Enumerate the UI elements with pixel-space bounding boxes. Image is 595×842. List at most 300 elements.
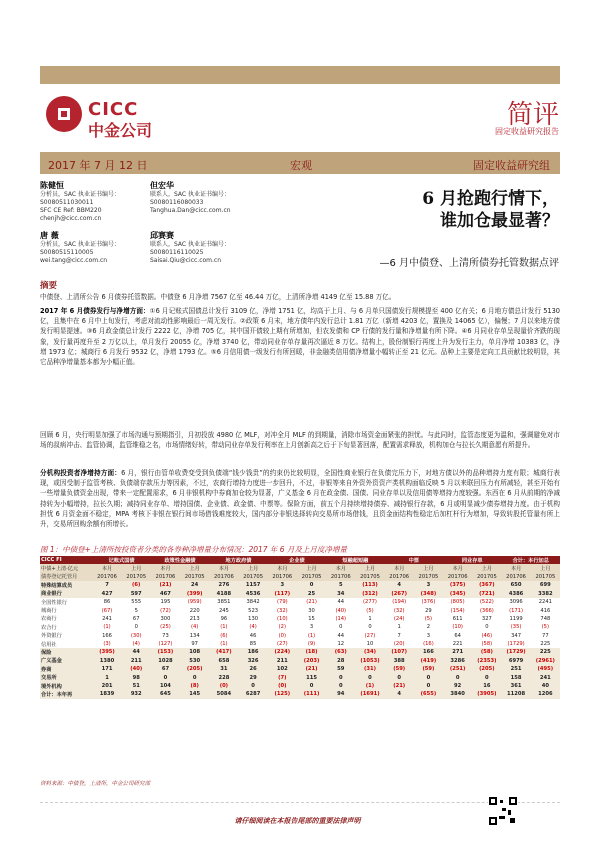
- table-cell: (345): [443, 590, 472, 598]
- table-cell: 3: [426, 632, 431, 639]
- table-cell: (1): [307, 632, 316, 639]
- table-cell: 102: [268, 665, 297, 673]
- table-cell: 530: [180, 657, 209, 665]
- table-cell: (14): [335, 615, 347, 622]
- table-cell: 0: [339, 624, 343, 631]
- table-cell: 1157: [239, 581, 268, 589]
- table-cell: 3286: [443, 657, 472, 665]
- table-cell: (0): [209, 682, 238, 690]
- table-cell: 1380: [92, 657, 121, 665]
- table-cell: 92: [443, 682, 472, 690]
- logo-text-en: CICC: [88, 99, 139, 120]
- table-cell: 97: [191, 641, 198, 648]
- table-cell: 3: [414, 581, 443, 589]
- table-subheader-cell: 201706: [268, 573, 297, 581]
- headline-subtitle: —6 月中债登、上清所债券托管数据点评: [379, 258, 559, 269]
- table-cell: 467: [151, 590, 180, 598]
- analyst-role: 分析员，SAC 执业证书编号：: [40, 241, 121, 248]
- table-cell: 932: [122, 690, 151, 698]
- table-cell: 40: [531, 682, 560, 690]
- table-cell: (16): [423, 641, 434, 648]
- table-subheader-cell: 上月: [414, 564, 443, 572]
- analyst-id: S0080116110025: [150, 249, 204, 256]
- table-subheader-cell: 201705: [239, 573, 268, 581]
- table-cell: 67: [132, 615, 140, 622]
- table-cell: (21): [306, 599, 317, 606]
- table-cell: (375): [443, 581, 472, 589]
- table-cell: 611: [452, 615, 463, 622]
- table-cell: 597: [122, 590, 151, 598]
- table-cell: 15: [308, 615, 315, 622]
- table-cell: 251: [501, 665, 530, 673]
- table-cell: (399): [180, 590, 209, 598]
- table-header-cell: 政策性金融债: [151, 556, 209, 564]
- table-cell: 34: [326, 590, 355, 598]
- table-cell: 104: [151, 682, 180, 690]
- table-cell: (31): [355, 665, 384, 673]
- table-subheader-cell: 201706: [385, 573, 414, 581]
- table-header-cell: CICC FI: [40, 556, 92, 564]
- table-cell: (655): [414, 690, 443, 698]
- table-subheader-cell: 中债+上清·亿元: [40, 564, 92, 572]
- table-cell: 0: [414, 673, 443, 681]
- table-cell: 0: [326, 673, 355, 681]
- table-header-cell: 中票: [385, 556, 443, 564]
- table-cell: (46): [481, 632, 493, 639]
- table-row: [40, 682, 560, 690]
- table-cell: 158: [501, 673, 530, 681]
- table-cell: (1729): [501, 648, 530, 656]
- table-cell: (58): [472, 648, 501, 656]
- table-cell: 31: [209, 665, 238, 673]
- table-cell: (1): [220, 624, 228, 631]
- table-cell: (419): [414, 657, 443, 665]
- table-cell: (21): [151, 581, 180, 589]
- table-row-label: 信用社: [41, 641, 57, 648]
- table-cell: 0: [385, 673, 414, 681]
- table-cell: (348): [414, 590, 443, 598]
- table-cell: (5): [541, 624, 550, 631]
- table-cell: (127): [158, 641, 173, 648]
- table-header-row: [40, 556, 560, 564]
- table-cell: (10): [277, 615, 288, 622]
- table-cell: 166: [414, 648, 443, 656]
- analyst-id: S0080116080033: [150, 199, 204, 206]
- table-subheader-cell: 上月: [472, 564, 501, 572]
- table-cell: (27): [277, 641, 288, 648]
- table-subheader-cell: 201706: [443, 573, 472, 581]
- table-cell: (395): [92, 648, 121, 656]
- table-subheader-cell: 201706: [501, 573, 530, 581]
- table-cell: (4): [249, 624, 257, 631]
- table-cell: 241: [531, 673, 560, 681]
- table-cell: (1053): [355, 657, 384, 665]
- table-cell: (40): [335, 607, 347, 614]
- table-cell: (367): [472, 581, 501, 589]
- table-subheader-cell: 本月: [151, 564, 180, 572]
- table-cell: (25): [160, 624, 171, 631]
- table-cell: (18): [297, 648, 326, 656]
- table-cell: 10: [366, 641, 374, 648]
- table-subheader-cell: 本月: [268, 564, 297, 572]
- table-cell: 326: [239, 657, 268, 665]
- table-cell: 213: [189, 615, 200, 622]
- table-cell: 0: [239, 682, 268, 690]
- table-cell: (251): [443, 665, 472, 673]
- table-subheader-cell: 本月: [501, 564, 530, 572]
- table-row-label: 全国性银行: [41, 599, 67, 606]
- table-cell: 416: [540, 607, 551, 614]
- table-cell: (34): [355, 648, 384, 656]
- table-cell: (24): [393, 615, 405, 622]
- table-cell: (522): [479, 599, 494, 606]
- table-cell: 645: [151, 690, 180, 698]
- table-cell: (32): [393, 607, 405, 614]
- table-cell: 30: [308, 607, 315, 614]
- table-cell: 0: [414, 682, 443, 690]
- table-cell: (58): [481, 641, 493, 648]
- table-cell: (805): [450, 599, 465, 606]
- table-cell: 0: [326, 682, 355, 690]
- table-cell: 427: [92, 590, 121, 598]
- table-subheader-cell: 201706: [92, 573, 121, 581]
- table-cell: 241: [102, 615, 112, 622]
- table-cell: 4536: [239, 590, 268, 598]
- table-cell: (10): [452, 624, 463, 631]
- table-cell: 108: [180, 648, 209, 656]
- source-note: 资料来源：中债登，上清所，中金公司研究部: [40, 781, 151, 787]
- table-cell: 3840: [443, 690, 472, 698]
- logo-text-cn: 中金公司: [88, 121, 153, 140]
- table-row-label: 农合行: [41, 624, 57, 631]
- analyst-card: [40, 182, 120, 223]
- analyst-email[interactable]: Tanghua.Dan@cicc.com.cn: [150, 207, 231, 214]
- table-header-cell: 记账式国债: [92, 556, 150, 564]
- analyst-id: S0080515110005: [40, 249, 94, 256]
- table-cell: 86: [103, 599, 111, 606]
- analyst-name: 陈健恒: [40, 181, 64, 190]
- table-cell: 26: [239, 665, 268, 673]
- table-cell: (366): [479, 607, 494, 614]
- table-subheader-cell: 本月: [385, 564, 414, 572]
- table-cell: (35): [510, 624, 522, 631]
- table-cell: 3: [268, 581, 297, 589]
- table-cell: 388: [385, 657, 414, 665]
- table-subheader-cell: 上月: [180, 564, 209, 572]
- table-cell: (312): [355, 590, 384, 598]
- table-cell: 28: [326, 657, 355, 665]
- table-cell: 0: [297, 581, 326, 589]
- table-cell: 225: [531, 648, 560, 656]
- table-cell: 5084: [209, 690, 238, 698]
- analyst-card: [40, 232, 120, 265]
- table-cell: 225: [540, 641, 551, 648]
- table-cell: 94: [326, 690, 355, 698]
- table-row-label: 合计：本年再: [40, 690, 92, 698]
- analyst-email[interactable]: wei.tang@cicc.com.cn: [40, 257, 108, 264]
- table-cell: 130: [248, 615, 259, 622]
- table-cell: 3842: [246, 599, 260, 606]
- table-cell: 0: [485, 624, 489, 631]
- table-cell: (267): [385, 590, 414, 598]
- table-header-cell: 同业存单: [443, 556, 501, 564]
- table-cell: (417): [209, 648, 238, 656]
- table-cell: (63): [326, 648, 355, 656]
- table-cell: 4: [385, 690, 414, 698]
- table-row: [40, 632, 560, 640]
- table-row: [40, 606, 560, 614]
- table-cell: 29: [239, 673, 268, 681]
- table-cell: 6287: [239, 690, 268, 698]
- table-cell: (2353): [472, 657, 501, 665]
- table-cell: 555: [131, 599, 142, 606]
- table-cell: (67): [101, 607, 113, 614]
- table-header-cell: 企业债: [268, 556, 326, 564]
- table-row-label: 商业银行: [40, 590, 92, 598]
- table-subheader-cell: 上月: [355, 564, 384, 572]
- table-cell: (376): [421, 599, 436, 606]
- table-cell: 3096: [509, 599, 523, 606]
- table-cell: (59): [385, 665, 414, 673]
- table-cell: 11208: [501, 690, 530, 698]
- table-subheader-cell: 本月: [326, 564, 355, 572]
- table-cell: (1729): [507, 641, 525, 648]
- table-cell: 0: [443, 673, 472, 681]
- table-cell: 59: [326, 665, 355, 673]
- table-header-cell: 地方政府债: [209, 556, 267, 564]
- table-cell: 24: [180, 581, 209, 589]
- table-cell: 0: [368, 624, 372, 631]
- table-row: [40, 581, 560, 589]
- headline-line1: 6 月抢跑行情下，: [422, 189, 559, 209]
- table-cell: 211: [268, 657, 297, 665]
- paragraph-intro: 中债登、上清所公告 6 月债券托管数据。中债登 6 月净增 7567 亿至 46.44 万亿，上清所净增 4149 亿至 15.88 万亿。: [40, 293, 396, 301]
- table-subheader-cell: 上月: [297, 564, 326, 572]
- table-subheader-cell: 本月: [443, 564, 472, 572]
- table-subheader-cell: 201705: [414, 573, 443, 581]
- date-bar: [40, 152, 560, 174]
- table-subheader-cell: 201705: [180, 573, 209, 581]
- table-cell: 16: [472, 682, 501, 690]
- table-cell: (40): [122, 665, 151, 673]
- headline: [422, 188, 559, 232]
- table-cell: 271: [443, 648, 472, 656]
- doc-subtype: 固定收益研究报告: [495, 127, 559, 136]
- table-cell: 245: [218, 607, 229, 614]
- table-cell: 115: [297, 673, 326, 681]
- table-cell: (721): [472, 590, 501, 598]
- table-cell: 51: [122, 682, 151, 690]
- table-cell: 1028: [151, 657, 180, 665]
- paragraph-issuance: [40, 306, 560, 367]
- table-cell: 2241: [538, 599, 552, 606]
- table-cell: 201: [92, 682, 121, 690]
- table-cell: 699: [531, 581, 560, 589]
- analyst-email[interactable]: chenjh@cicc.com.cn: [40, 215, 102, 222]
- table-subheader-row: [40, 564, 560, 572]
- table-cell: (20): [393, 641, 405, 648]
- table-cell: 0: [151, 673, 180, 681]
- table-row: [40, 648, 560, 656]
- table-cell: (8): [180, 682, 209, 690]
- table-cell: 1199: [509, 615, 523, 622]
- table-cell: 650: [501, 581, 530, 589]
- table-subheader-row: [40, 573, 560, 581]
- table-cell: 67: [151, 665, 180, 673]
- table-cell: (277): [363, 599, 377, 606]
- table-cell: 166: [102, 632, 112, 639]
- analyst-role: 联系人，SAC 执业证书编号：: [150, 191, 231, 198]
- table-cell: 12: [337, 641, 345, 648]
- table-subheader-cell: 201706: [209, 573, 238, 581]
- table-cell: (171): [509, 607, 524, 614]
- report-team: 固定收益研究组: [473, 159, 550, 172]
- table-cell: 98: [122, 673, 151, 681]
- analyst-sfc: SFC CE Ref: BBM220: [40, 207, 102, 214]
- top-banner: [40, 66, 560, 84]
- analyst-role: 分析员，SAC 执业证书编号：: [40, 191, 121, 198]
- table-cell: (495): [531, 665, 560, 673]
- table-cell: (1691): [355, 690, 384, 698]
- table-cell: 300: [160, 615, 171, 622]
- table-cell: (205): [180, 665, 209, 673]
- table-cell: (125): [268, 690, 297, 698]
- table-cell: (2): [278, 624, 286, 631]
- table-cell: (1): [355, 682, 384, 690]
- table-cell: 6979: [501, 657, 530, 665]
- table-cell: 0: [472, 673, 501, 681]
- table-cell: 134: [189, 632, 200, 639]
- table-header-cell: 短融超短融: [326, 556, 384, 564]
- table-cell: (21): [385, 682, 414, 690]
- table-cell: 748: [540, 615, 551, 622]
- table-subheader-cell: 本月: [209, 564, 238, 572]
- analyst-role: 联系人，SAC 执业证书编号：: [150, 241, 231, 248]
- analyst-name: 唐 薇: [40, 231, 59, 240]
- paragraph-issuance-title: 2017 年 6 月债券发行与净增方面：: [40, 307, 150, 315]
- table-cell: (0): [268, 682, 297, 690]
- table-cell: 0: [134, 624, 138, 631]
- table-cell: 25: [297, 590, 326, 598]
- legal-notice: 请仔细阅读在本报告尾部的重要法律声明: [234, 817, 361, 825]
- table-cell: (27): [364, 632, 376, 639]
- holdings-table: [40, 556, 560, 699]
- table-cell: 29: [425, 607, 432, 614]
- table-row: [40, 598, 560, 606]
- table-cell: (153): [151, 648, 180, 656]
- table-cell: 327: [481, 615, 492, 622]
- doc-type: 简评: [506, 100, 559, 130]
- table-subheader-cell: 201705: [122, 573, 151, 581]
- table-row-label: 境外机构: [40, 682, 92, 690]
- table-row-label: 农商行: [41, 616, 57, 623]
- table-subheader-cell: 201705: [297, 573, 326, 581]
- analyst-name: 邱赛赛: [150, 231, 174, 240]
- table-cell: (5): [366, 607, 374, 614]
- table-cell: 96: [220, 615, 228, 622]
- table-cell: (5): [424, 615, 433, 622]
- table-cell: 347: [511, 632, 522, 639]
- analyst-email[interactable]: Saisai.Qiu@cicc.com.cn: [150, 257, 222, 264]
- paragraph-investors-title: 分机构投资者净增持方面：: [40, 469, 122, 477]
- table-cell: 4386: [501, 590, 530, 598]
- table-cell: (72): [160, 607, 171, 614]
- table-cell: (6): [122, 581, 151, 589]
- table-cell: (107): [385, 648, 414, 656]
- table-cell: 195: [160, 599, 171, 606]
- divider: [40, 802, 560, 803]
- table-cell: 4: [385, 581, 414, 589]
- summary-title: 摘要: [40, 281, 58, 291]
- table-row-label: 券商: [40, 665, 92, 673]
- table-row: [40, 690, 560, 698]
- cicc-logo-icon: [44, 94, 84, 134]
- table-row: [40, 615, 560, 623]
- table-cell: 145: [180, 690, 209, 698]
- table-cell: 5: [326, 581, 355, 589]
- paragraph-investors: [40, 468, 560, 529]
- table-cell: 5: [134, 607, 138, 614]
- table-cell: 0: [180, 673, 209, 681]
- table-cell: 658: [209, 657, 238, 665]
- table-cell: 7: [92, 581, 121, 589]
- table-subheader-cell: 上月: [531, 564, 560, 572]
- table-cell: (117): [268, 590, 297, 598]
- table-cell: 1: [368, 615, 372, 622]
- paragraph-review: 回顾 6 月，央行明显加强了市场沟通与预期指引，月初投放 4980 亿 MLF，对冲全月 MLF 的到期量，消除市场资金面紧张的担忧。与此同时，监管态度更为温和，强调避免对市场的叔病冲击、监管协调，监管维稳之名，市场情绪好转，带动同业存单发行利率在上月创新高之后于下旬显著回落，配置需求释放，机构加仓与拉长久期意愿有所提升。: [40, 431, 560, 450]
- table-cell: 64: [454, 632, 461, 639]
- table-row: [40, 665, 560, 673]
- table-cell: 3851: [217, 599, 231, 606]
- table-row-label: 保险: [40, 648, 92, 656]
- figure-title: 图 1：中债登+上清所按投资者分类的各券种净增量分布情况：2017 年 6 月及上月度净增量: [40, 545, 347, 554]
- analyst-name: 但宏华: [150, 181, 174, 190]
- table-cell: 73: [162, 632, 169, 639]
- table-cell: (7): [268, 673, 297, 681]
- table-cell: 220: [189, 607, 200, 614]
- table-row-label: 特殊结算成员: [40, 581, 92, 589]
- table-subheader-cell: 201706: [151, 573, 180, 581]
- table-row-label: 城商行: [41, 608, 57, 615]
- table-row: [40, 623, 560, 631]
- table-subheader-cell: 上月: [239, 564, 268, 572]
- headline-line2: 谁加仓最显著？: [440, 211, 559, 231]
- table-cell: (205): [472, 665, 501, 673]
- table-cell: 44: [337, 599, 345, 606]
- table-cell: 3: [309, 624, 314, 631]
- table-cell: 0: [297, 682, 326, 690]
- table-subheader-cell: 债券登记托管月: [40, 573, 92, 581]
- table-row: [40, 657, 560, 665]
- table-cell: 361: [501, 682, 530, 690]
- table-cell: 2: [426, 624, 431, 631]
- analyst-id: S0080511030011: [40, 199, 94, 206]
- table-cell: 0: [355, 673, 384, 681]
- table-row: [40, 640, 560, 648]
- table-cell: (32): [277, 607, 288, 614]
- table-cell: (6): [220, 632, 228, 639]
- table-cell: 171: [92, 665, 121, 673]
- table-cell: (3905): [472, 690, 501, 698]
- paragraph-issuance-body: ①6 月记账式国债总计发行 3109 亿，净增 1751 亿，均高于上月、与 6 月单只国债发行规模提至 400 亿有关；6 月地方债总计发行 5130 亿，且集中在 6 月中上旬发行，考虑对流动性影响最后一周无发行。②政策 6 月末，地方债年内发行总计 1.81 万亿（新增 4203 亿，置换及 14065 亿），偏慢；7 月以来地方债发行明显提速。③6 月政金债总计发行 2222 亿，净增 705 亿，其中国开债较上期有所增加，但农发债和 CP 行债的发行量和净增量有所下降。④6 月同业存单呈现量价齐跌的现象，发行量再度升至 2 万亿以上，单月发行 20055 亿，净增 3740 亿，带动同业存单存量再次逼近 8 万亿。结构上，股份制银行再度上升为发行主力，单月净增 10383 亿，净增 1973 亿；城商行 6 月发行 9532 亿，净增 1793 亿。⑤6 月信用债一级发行有所回暖，非金融类信用债净增量小幅转正至 21 亿元。品种上主要是定向工具贡献比较明显，其它品种净增量基本都为小幅正值。: [40, 307, 561, 367]
- analyst-card: [150, 232, 230, 265]
- table-cell: 1: [397, 624, 401, 631]
- table-cell: (113): [355, 581, 384, 589]
- table-cell: 276: [209, 581, 238, 589]
- table-subheader-cell: 201705: [355, 573, 384, 581]
- report-date: 2017 年 7 月 12 日: [48, 159, 148, 172]
- table-cell: (224): [268, 648, 297, 656]
